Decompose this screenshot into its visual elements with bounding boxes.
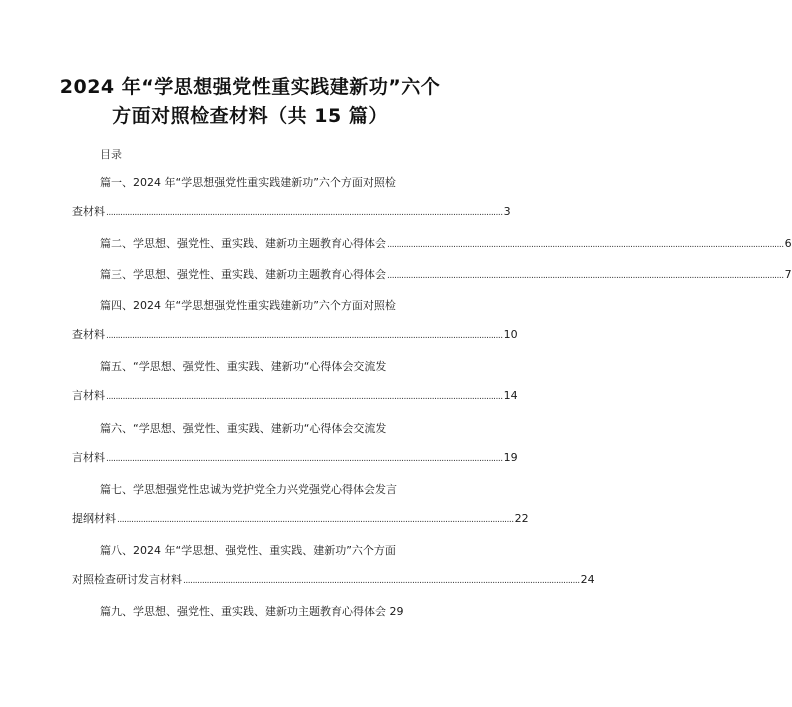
toc-entry-4-leader[interactable]	[72, 326, 518, 342]
toc-entry-2[interactable]	[100, 235, 792, 251]
toc-leader-dots: ........................................................................................................................................................................	[106, 331, 503, 341]
toc-entry-4-title[interactable]: 篇四、2024 年“学思想强党性重实践建新功”六个方面对照检	[100, 299, 396, 312]
toc-entry-3[interactable]	[100, 266, 792, 282]
toc-entry-2-page: 6	[784, 237, 792, 250]
toc-entry-7-page: 22	[514, 512, 529, 525]
toc-entry-3-title: 篇三、学思想、强党性、重实践、建新功主题教育心得体会	[100, 268, 386, 281]
toc-entry-9-title: 篇九、学思想、强党性、重实践、建新功主题教育心得体会	[100, 605, 386, 618]
toc-leader-dots: ........................................................................................................................................................................	[387, 271, 784, 281]
toc-entry-4-page: 10	[503, 328, 518, 341]
toc-entry-7-title[interactable]: 篇七、学思想强党性忠诚为党护党全力兴党强党心得体会发言	[100, 483, 397, 496]
toc-entry-6-leader[interactable]	[72, 449, 518, 465]
toc-entry-5-page: 14	[503, 389, 518, 402]
toc-entry-3-page: 7	[784, 268, 792, 281]
toc-leader-dots: ........................................................................................................................................................................	[183, 576, 580, 586]
toc-entry-5-title-cont: 言材料	[72, 389, 105, 402]
toc-entry-6-title-cont: 言材料	[72, 451, 105, 464]
toc-entry-1-page: 3	[503, 205, 511, 218]
toc-entry-7-leader[interactable]	[72, 510, 529, 526]
toc-entry-4-title-cont: 查材料	[72, 328, 105, 341]
document-title-line-2: 方面对照检查材料（共 15 篇）	[112, 105, 388, 127]
toc-entry-2-title: 篇二、学思想、强党性、重实践、建新功主题教育心得体会	[100, 237, 386, 250]
toc-entry-6-title[interactable]: 篇六、“学思想、强党性、重实践、建新功“心得体会交流发	[100, 422, 387, 435]
toc-leader-dots: ........................................................................................................................................................................	[387, 240, 784, 250]
toc-leader-dots: ........................................................................................................................................................................	[106, 208, 503, 218]
toc-entry-1-leader[interactable]	[72, 203, 511, 219]
toc-entry-8-title[interactable]: 篇八、2024 年“学思想、强党性、重实践、建新功”六个方面	[100, 544, 396, 557]
toc-entry-1-title[interactable]: 篇一、2024 年“学思想强党性重实践建新功”六个方面对照检	[100, 176, 396, 189]
toc-entry-9-page: 29	[389, 605, 404, 618]
toc-heading: 目录	[100, 148, 122, 161]
toc-leader-dots: ........................................................................................................................................................................	[106, 454, 503, 464]
toc-leader-dots: ........................................................................................................................................................................	[106, 392, 503, 402]
toc-entry-6-page: 19	[503, 451, 518, 464]
toc-entry-7-title-cont: 提纲材料	[72, 512, 116, 525]
toc-entry-5-leader[interactable]	[72, 387, 518, 403]
toc-entry-5-title[interactable]: 篇五、“学思想、强党性、重实践、建新功“心得体会交流发	[100, 360, 387, 373]
document-title-line-1: 2024 年“学思想强党性重实践建新功”六个	[59, 76, 441, 98]
toc-leader-dots: ........................................................................................................................................................................	[117, 515, 514, 525]
toc-entry-8-page: 24	[580, 573, 595, 586]
toc-entry-9[interactable]	[100, 603, 404, 619]
toc-entry-8-leader[interactable]	[72, 571, 595, 587]
toc-entry-1-title-cont: 查材料	[72, 205, 105, 218]
toc-entry-8-title-cont: 对照检查研讨发言材料	[72, 573, 182, 586]
